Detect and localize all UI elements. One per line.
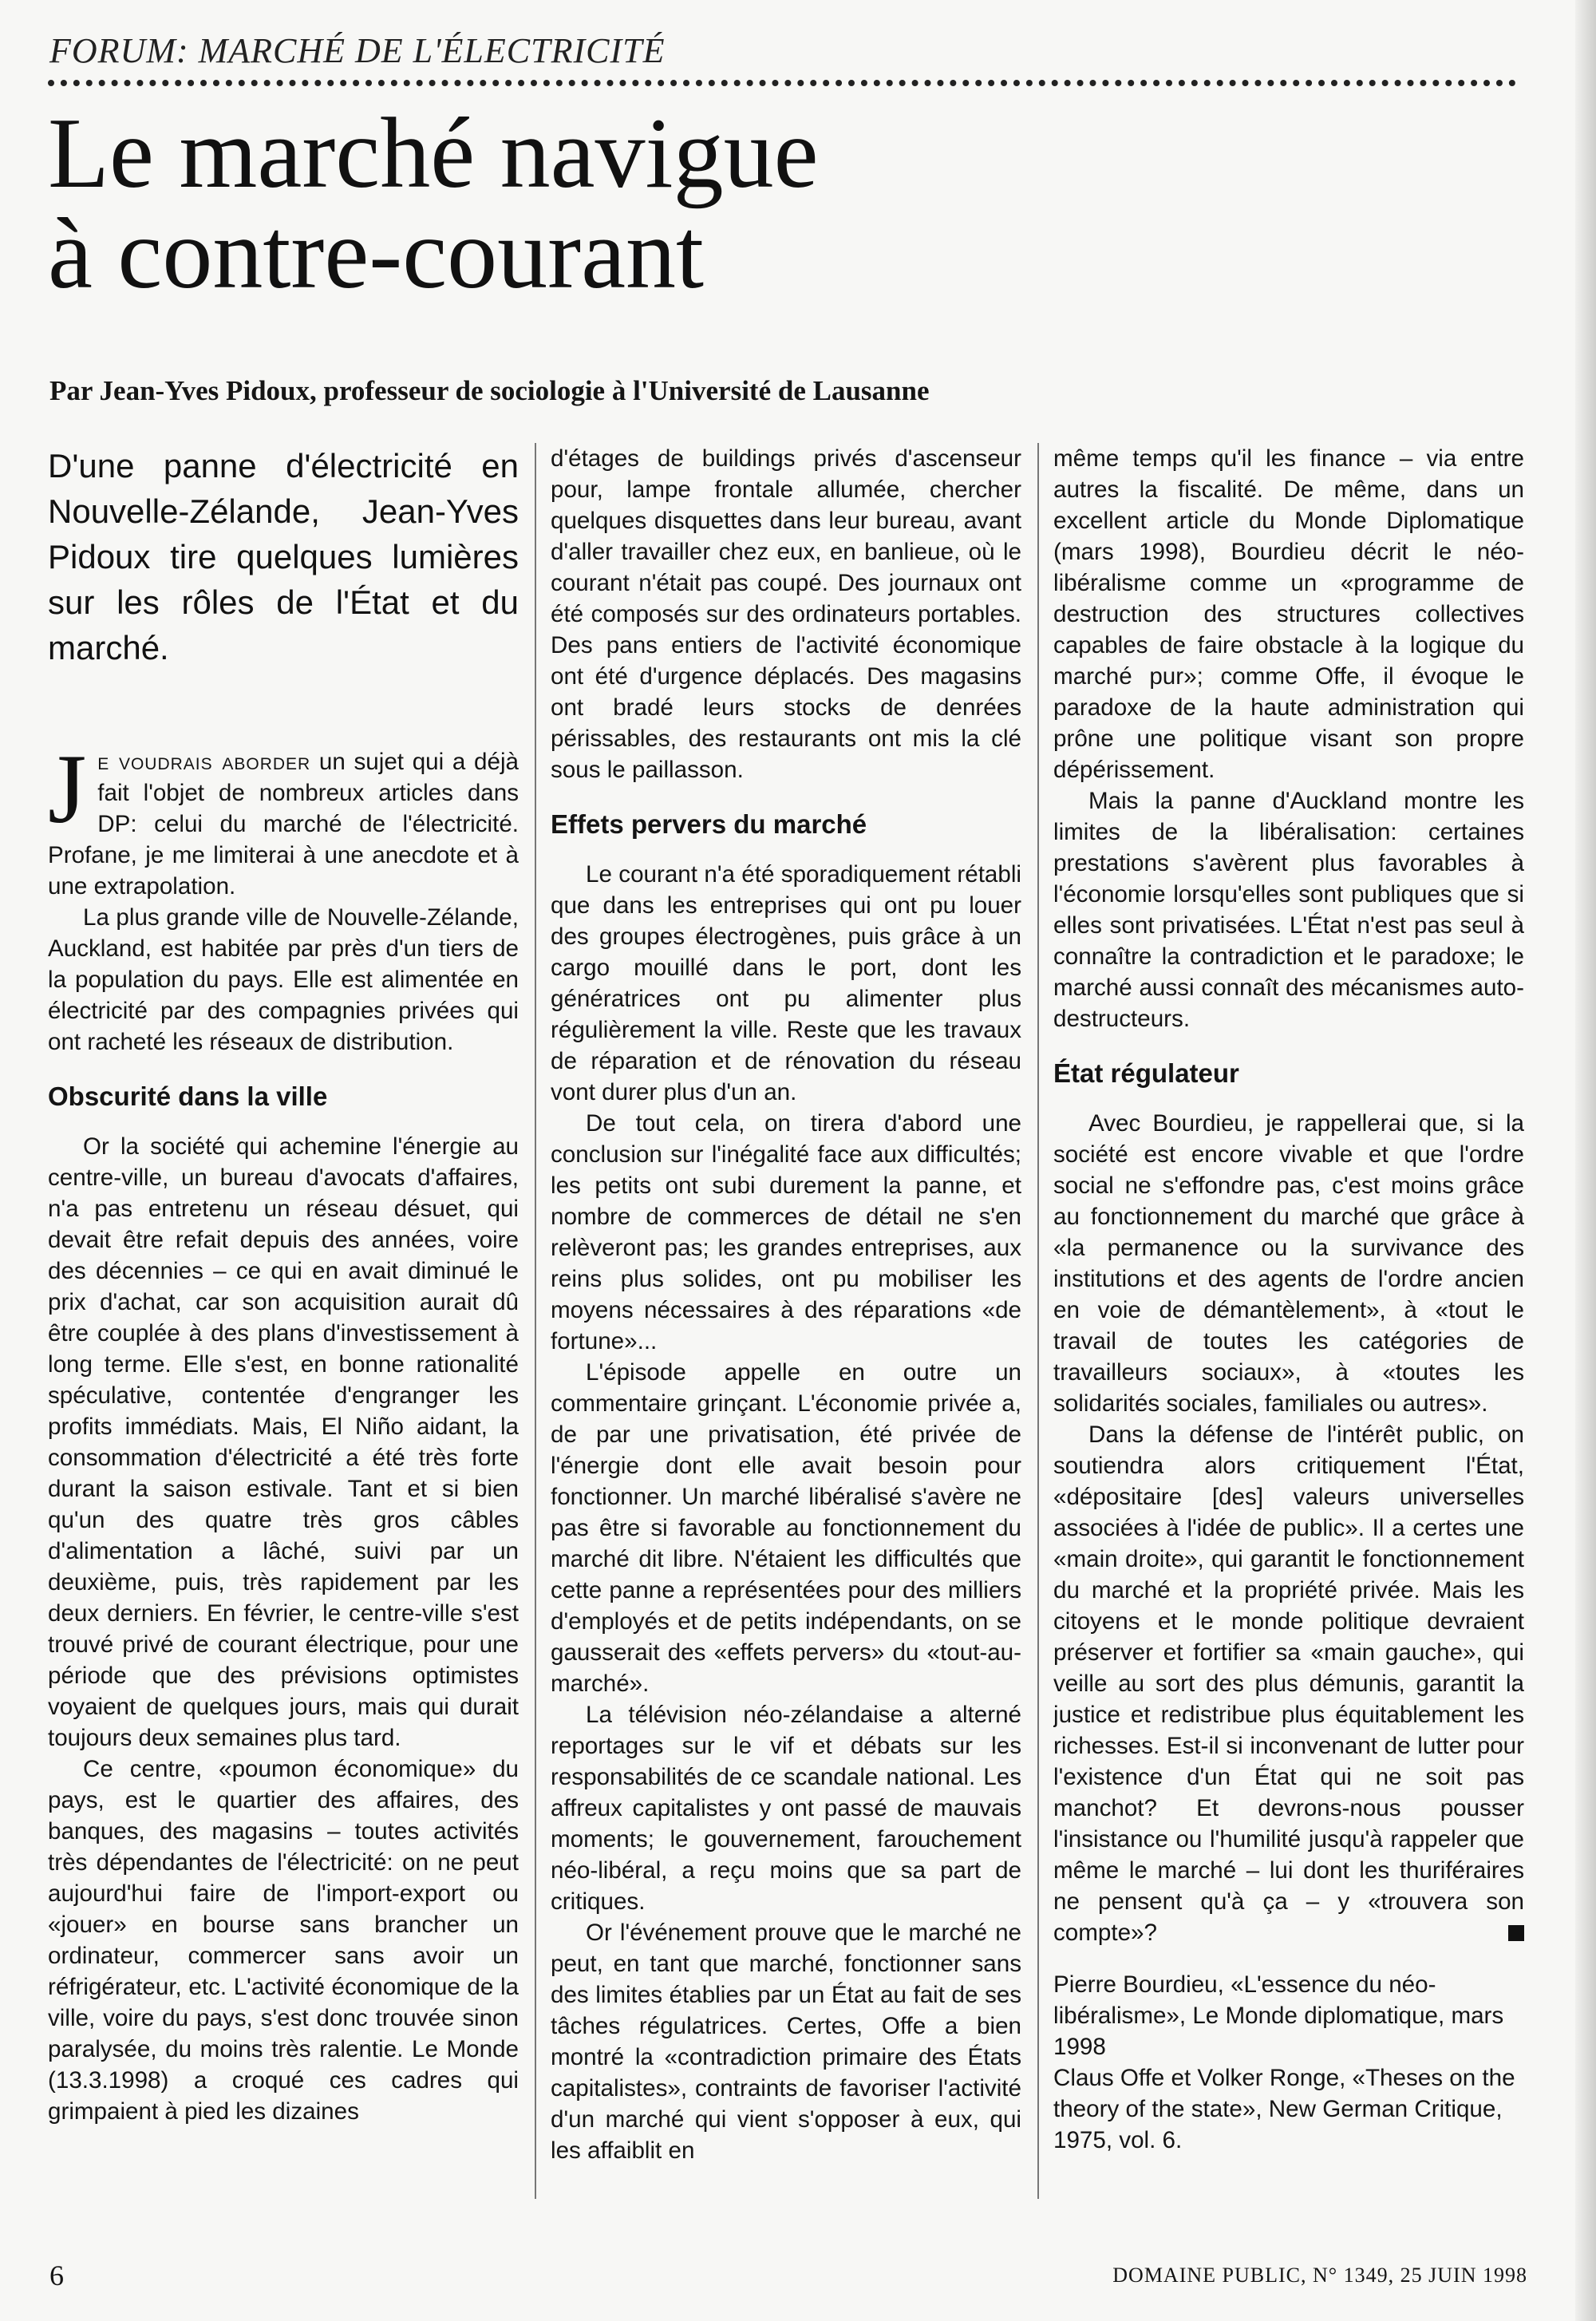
paragraph: La télévision néo-zélandaise a alterné reportages sur le vif et débats sur les responsabilités de ce scandale national. Les affreux capitalistes y ont passé de mauvais moments; le gouvernement, farouchement néo-libéral, a reçu moins que sa part de critiques. xyxy=(551,1702,1021,1915)
page-edge-shadow xyxy=(1575,0,1596,2321)
section-heading: Effets pervers du marché xyxy=(551,809,867,839)
references xyxy=(1053,1969,1524,2156)
publication-footer: DOMAINE PUBLIC, N° 1349, 25 JUIN 1998 xyxy=(1112,2264,1527,2287)
headline-line-2: à contre-courant xyxy=(48,199,705,310)
column-rule-1 xyxy=(535,443,536,2199)
paragraph: Or la société qui achemine l'énergie au centre-ville, un bureau d'avocats d'affaires, n'a pas entretenu un réseau désuet, qui devait être refait depuis des années, voire des décennies – ce qui en avait diminué le prix d'achat, car son acquisition aurait dû être couplée à des plans d'investissement à long terme. Elle s'est, en bonne rationalité spéculative, contentée d'engranger les profits immédiats. Mais, El Niño aidant, la consommation d'électricité a été très forte durant la saison estivale. Tant et si bien qu'un des quatre très gros câbles d'alimentation a lâché, suivi par un deuxième, puis, très rapidement par les deux derniers. En février, le centre-ville s'est trouvé privé de courant électrique, pour une période que des prévisions optimistes voyaient de quelques jours, mais qui durait toujours deux semaines plus tard. xyxy=(48,1133,519,1751)
paragraph: L'épisode appelle en outre un commentaire grinçant. L'économie privée a, de par une privatisation, été privée de l'énergie dont elle avait besoin pour fonctionner. Un marché libéralisé s'avère ne pas être si favorable au fonctionnement du marché dit libre. N'étaient les difficultés que cette panne a représentées pour des milliers d'employés et de petits indépendants, on se gausserait des «effets pervers» du «tout-au-marché». xyxy=(551,1359,1021,1697)
paragraph: Ce centre, «poumon économique» du pays, est le quartier des affaires, des banques, des magasins – toutes activités très dépendantes de l'électricité: on ne peut aujourd'hui faire de l'import-export ou «jouer» en bourse sans brancher un ordinateur, commercer sans avoir un réfrigérateur, etc. L'activité économique de la ville, voire du pays, s'est donc trouvée sinon paralysée, du moins très ralentie. Le Monde (13.3.1998) a croqué ces cadres qui grimpaient à pied les dizaines xyxy=(48,1756,519,2125)
paragraph-text: un sujet qui a déjà fait l'objet de nombreux articles dans DP: celui du marché de l'électricité. Profane, je me limiterai à une anecdote et à une extrapolation. xyxy=(48,749,519,900)
lead-in-smallcaps: e voudrais aborder xyxy=(97,749,311,775)
paragraph: même temps qu'il les finance – via entre autres la fiscalité. De même, dans un excellent article du Monde Diplomatique (mars 1998), Bourdieu décrit le néo-libéralisme comme un «programme de destruction des structures collectives capables de faire obstacle à la logique du marché pur»; comme Offe, il évoque le paradoxe de la haute administration qui prône une politique visant son propre dépérissement. xyxy=(1053,445,1524,783)
author-byline: Par Jean-Yves Pidoux, professeur de sociologie à l'Université de Lausanne xyxy=(49,375,930,406)
paragraph: Avec Bourdieu, je rappellerai que, si la société est encore vivable et que l'ordre social ne s'effondre pas, c'est moins grâce au fonctionnement du marché que grâce à «la permanence ou la survivance des institutions et des agents de l'ordre ancien en voie de démantèlement», à «tout le travail de toutes les catégories de travailleurs sociaux», à «toutes les solidarités sociales, familiales ou autres». xyxy=(1053,1110,1524,1417)
reference-item: Claus Offe et Volker Ronge, «Theses on the theory of the state», New German Critique, 1975, vol. 6. xyxy=(1053,2065,1515,2153)
paragraph: d'étages de buildings privés d'ascenseur pour, lampe frontale allumée, chercher quelques disquettes dans leur bureau, avant d'aller travailler chez eux, en banlieue, où le courant n'était pas coupé. Des journaux ont été composés sur des ordinateurs portables. Des pans entiers de l'activité économique ont été d'urgence déplacés. Des magasins ont bradé leurs stocks de denrées périssables, des restaurants ont mis la clé sous le paillasson. xyxy=(551,445,1021,783)
reference-item: Pierre Bourdieu, «L'essence du néo-libéralisme», Le Monde diplomatique, mars 1998 xyxy=(1053,1971,1504,2060)
section-heading: Obscurité dans la ville xyxy=(48,1081,328,1111)
paragraph: La plus grande ville de Nouvelle-Zélande, Auckland, est habitée par près d'un tiers de la population du pays. Elle est alimentée en électricité par des compagnies privées qui ont racheté les réseaux de distribution. xyxy=(48,904,519,1055)
paragraph xyxy=(1053,1419,1524,1948)
paragraph xyxy=(48,734,519,902)
section-heading: État régulateur xyxy=(1053,1058,1239,1088)
paragraph: Mais la panne d'Auckland montre les limites de la libéralisation: certaines prestations s'avèrent plus favorables à l'économie lorsqu'elles sont publiques que si elles sont privatisées. L'État n'est pas seul à connaître la contradiction et le paradoxe; le marché aussi connaît des mécanismes auto-destructeurs. xyxy=(1053,788,1524,1032)
text-column-1 xyxy=(48,443,519,2201)
text-column-2 xyxy=(551,443,1021,2201)
article-headline xyxy=(48,98,1484,310)
end-of-article-square-icon xyxy=(1508,1925,1524,1941)
drop-cap: J xyxy=(48,734,87,844)
headline-line-1: Le marché navigue xyxy=(48,98,819,209)
dotted-divider xyxy=(48,80,1516,86)
page-number: 6 xyxy=(49,2260,64,2291)
column-rule-2 xyxy=(1037,443,1039,2199)
paragraph-text: Dans la défense de l'intérêt public, on soutiendra alors critiquement l'État, «dépositaire [des] valeurs universelles associées à l'idée de public». Il a certes une «main droite», qui garantit le fonctionnement du marché et la propriété privée. Mais les citoyens et le monde politique devraient préserver et fortifier sa «main gauche», qui veille au sort des plus démunis, garantit la justice et redistribue plus équitablement les richesses. Est-il si inconvenant de lutter pour l'existence d'un État qui ne soit pas manchot? Et devrons-nous pousser l'insistance ou l'humilité jusqu'à rappeler que même le marché – lui dont les thuriféraires ne pensent qu'à ça – y «trouvera son compte»? xyxy=(1053,1421,1524,1946)
article-lead: D'une panne d'électricité en Nouvelle-Zélande, Jean-Yves Pidoux tire quelques lumières sur les rôles de l'État et du marché. xyxy=(48,447,519,666)
section-rubric: FORUM: MARCHÉ DE L'ÉLECTRICITÉ xyxy=(49,31,666,70)
paragraph: Le courant n'a été sporadiquement rétabli que dans les entreprises qui ont pu louer des groupes électrogènes, puis grâce à un cargo mouillé dans le port, dont les génératrices ont pu alimenter plus régulièrement la ville. Reste que les travaux de réparation et de rénovation du réseau vont durer plus d'un an. xyxy=(551,861,1021,1105)
paragraph: Or l'événement prouve que le marché ne peut, en tant que marché, fonctionner sans des limites établies par un État au fait de ses tâches régulatrices. Certes, Offe a bien montré la «contradiction primaire des États capitalistes», contraints de favoriser l'activité d'un marché qui vient s'opposer à eux, qui les affaiblit en xyxy=(551,1920,1021,2164)
paragraph: De tout cela, on tirera d'abord une conclusion sur l'inégalité face aux difficultés; les petits ont subi durement la panne, et nombre de commerces de détail ne s'en relèveront pas; les grandes entreprises, aux reins plus solides, ont pu mobiliser les moyens nécessaires à des réparations «de fortune»... xyxy=(551,1110,1021,1354)
text-column-3 xyxy=(1053,443,1524,2201)
